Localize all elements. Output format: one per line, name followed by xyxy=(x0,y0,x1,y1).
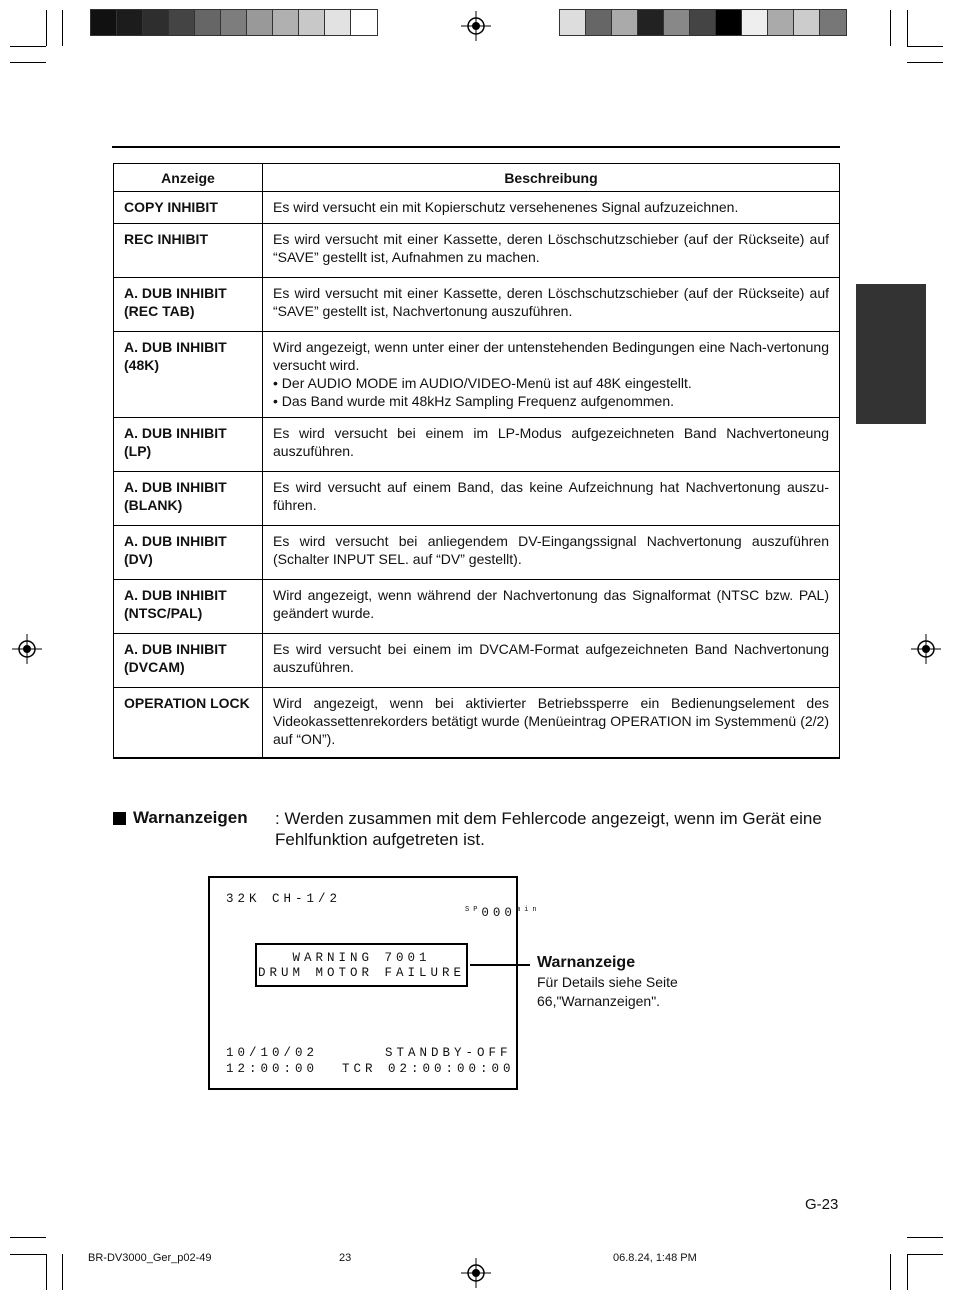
row-desc: Es wird versucht bei anliegendem DV-Eingangssignal Nachvertonung auszuführen (Schalter INPUT SEL. auf “DV” gestellt). xyxy=(263,526,840,580)
table-row xyxy=(114,332,840,418)
warn-description: : Werden zusammen mit dem Fehlercode angezeigt, wenn im Gerät eine Fehlfunktion aufgetreten ist. xyxy=(275,809,822,849)
registration-mark-icon xyxy=(12,634,42,664)
row-code: A. DUB INHIBIT (DV) xyxy=(114,526,263,580)
registration-mark-icon xyxy=(461,11,491,41)
callout-leader xyxy=(470,964,530,966)
table-row xyxy=(114,418,840,472)
row-desc: Es wird versucht mit einer Kassette, deren Löschschutzschieber (auf der Rückseite) auf “SAVE” gestellt ist, Aufnahmen zu machen. xyxy=(263,224,840,278)
table-row xyxy=(114,472,840,526)
warn-heading-text: Warnanzeigen xyxy=(133,808,248,827)
row-desc xyxy=(263,332,840,418)
row-desc: Wird angezeigt, wenn bei aktivierter Betriebssperre ein Bedienungselement des Videokassettenrekorders betätigt wurde (Menüeintrag OPERATION im Systemmenü (2/2) auf “ON”). xyxy=(263,688,840,758)
row-code: A. DUB INHIBIT (DVCAM) xyxy=(114,634,263,688)
monitor-screen xyxy=(208,876,541,1090)
table-header-row xyxy=(114,164,840,192)
screen-date: 10/10/02 xyxy=(226,1046,319,1060)
table-row xyxy=(114,526,840,580)
table-row xyxy=(114,224,840,278)
screen-tcr: TCR 02:00:00:00 xyxy=(342,1062,515,1076)
row-bullet: • Der AUDIO MODE im AUDIO/VIDEO-Menü ist auf 48K eingestellt. xyxy=(273,375,692,391)
warn-heading xyxy=(113,808,248,828)
registration-mark-icon xyxy=(461,1258,491,1288)
warning-line: DRUM MOTOR FAILURE xyxy=(257,966,466,980)
table-row xyxy=(114,580,840,634)
table-row xyxy=(114,688,840,758)
row-code: A. DUB INHIBIT (REC TAB) xyxy=(114,278,263,332)
row-code: A. DUB INHIBIT (48K) xyxy=(114,332,263,418)
header-display: Anzeige xyxy=(114,164,263,192)
row-desc: Es wird versucht bei einem im DVCAM-Format aufgezeichneten Band Nachvertonung auszuführen. xyxy=(263,634,840,688)
screen-min: min xyxy=(515,906,541,914)
registration-mark-icon xyxy=(911,634,941,664)
color-bar-left xyxy=(90,9,378,36)
row-desc: Es wird versucht mit einer Kassette, deren Löschschutzschieber (auf der Rückseite) auf “SAVE” gestellt ist, Nachvertonung auszuführen. xyxy=(263,278,840,332)
row-desc: Es wird versucht bei einem im LP-Modus aufgezeichneten Band Nachvertoneung auszuführen. xyxy=(263,418,840,472)
screen-sp: SP xyxy=(465,906,482,914)
screen-status: STANDBY-OFF xyxy=(385,1046,512,1060)
row-code: A. DUB INHIBIT (LP) xyxy=(114,418,263,472)
screen-remaining xyxy=(419,892,541,934)
screen-time: 12:00:00 xyxy=(226,1062,319,1076)
screen-audio-channel: 32K CH-1/2 xyxy=(226,892,342,906)
warning-box xyxy=(255,943,468,987)
square-bullet-icon xyxy=(113,812,126,825)
row-desc: Wird angezeigt, wenn während der Nachvertonung das Signalformat (NTSC bzw. PAL) geändert wurde. xyxy=(263,580,840,634)
row-code: REC INHIBIT xyxy=(114,224,263,278)
table-row xyxy=(114,278,840,332)
color-bar-right xyxy=(559,9,847,36)
row-desc-text: Wird angezeigt, wenn unter einer der untenstehenden Bedingungen eine Nach-vertonung versucht wird. xyxy=(273,339,829,373)
warning-line: WARNING 7001 xyxy=(292,951,431,965)
callout-title: Warnanzeige xyxy=(537,954,636,971)
row-code: COPY INHIBIT xyxy=(114,192,263,224)
row-desc: Es wird versucht auf einem Band, das keine Aufzeichnung hat Nachvertonung auszu-führen. xyxy=(263,472,840,526)
row-code: A. DUB INHIBIT (BLANK) xyxy=(114,472,263,526)
row-desc: Es wird versucht ein mit Kopierschutz versehenenes Signal aufzuzeichnen. xyxy=(263,192,840,224)
row-code: OPERATION LOCK xyxy=(114,688,263,758)
message-table xyxy=(113,163,840,759)
section-tab xyxy=(856,284,926,424)
callout-description: Für Details siehe Seite 66,"Warnanzeigen". xyxy=(537,974,678,1009)
page-number: G-23 xyxy=(805,1196,839,1213)
footer-page: 23 xyxy=(339,1252,352,1264)
row-bullet: • Das Band wurde mit 48kHz Sampling Frequenz aufgenommen. xyxy=(273,393,674,409)
header-description: Beschreibung xyxy=(263,164,840,192)
footer-file: BR-DV3000_Ger_p02-49 xyxy=(88,1252,212,1264)
screen-remaining-value: 000 xyxy=(481,906,516,921)
footer-date: 06.8.24, 1:48 PM xyxy=(613,1252,697,1264)
row-code: A. DUB INHIBIT (NTSC/PAL) xyxy=(114,580,263,634)
top-rule xyxy=(112,146,840,148)
table-row xyxy=(114,192,840,224)
table-row xyxy=(114,634,840,688)
